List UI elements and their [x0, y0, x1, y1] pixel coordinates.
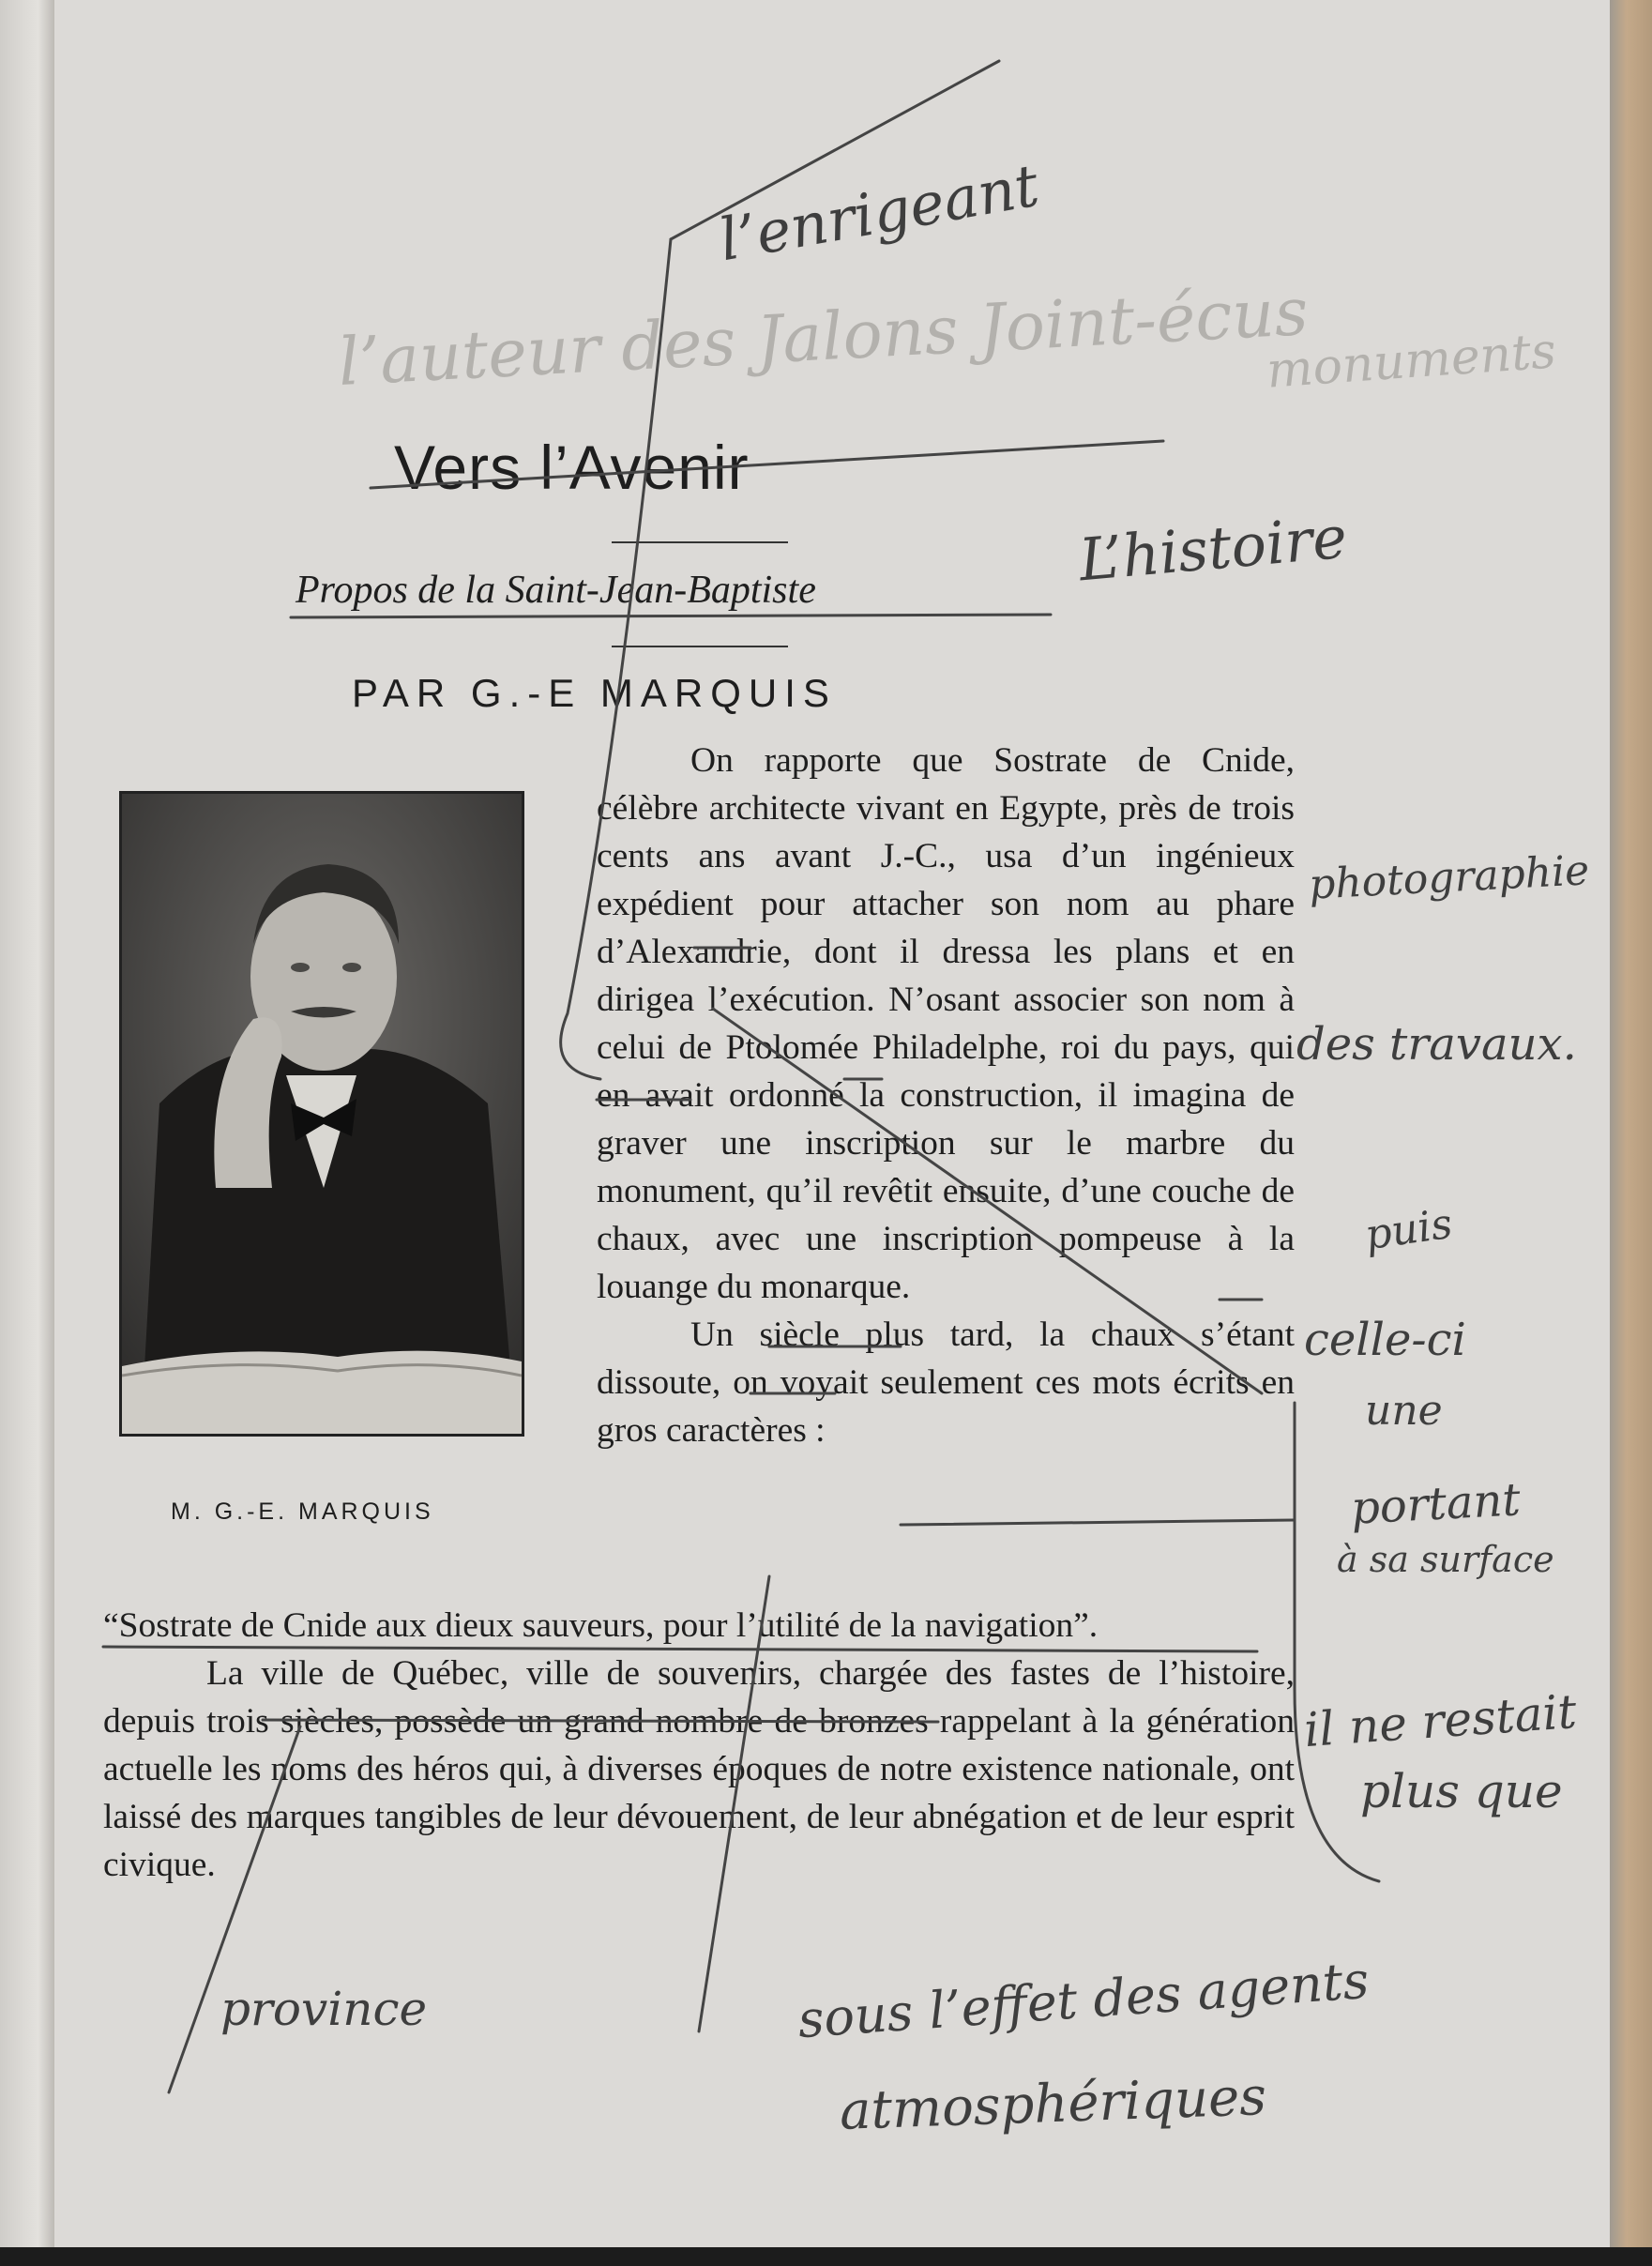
paragraph-2-column: Un siècle plus tard, la chaux s’étant dissoute, on voyait seulement ces mots écrits en gros caractères : [597, 1315, 1295, 1450]
strike-ville [263, 1720, 938, 1722]
handwritten-note-une: une [1365, 1387, 1443, 1435]
paragraph-1: On rapporte que Sostrate de Cnide, célèbre architecte vivant en Egypte, près de trois cents ans avant J.-C., usa d’un ingénieux expédient pour attacher son nom au phare d’Alexandrie, dont il dressa les plans et en dirigea l’exécution. N’osant associer son nom à celui de Ptolomée Philadelphe, roi du pays, qui en avait ordonné la construction, il imagina de graver une inscription sur le marbre du monument, qu’il revêtit ensuite, d’une couche de chaux, avec une inscription pompeuse à la louange du monarque. [597, 741, 1295, 1306]
handwritten-note-puis: puis [1361, 1199, 1456, 1260]
handwritten-note-travaux: des travaux. [1296, 1018, 1577, 1071]
handwritten-note-celle-ci: celle-ci [1304, 1314, 1466, 1366]
pencil-line-left [169, 1726, 300, 2092]
scan-shadow [0, 2247, 1652, 2266]
photo-caption: M. G.-E. MARQUIS [171, 1498, 434, 1525]
handwritten-note-photographie: photographie [1307, 846, 1591, 909]
pencil-line-diagonal [713, 1009, 1262, 1393]
underline-navigation [103, 1647, 1257, 1651]
handwritten-note-atmospheriques: atmosphériques [839, 2066, 1267, 2142]
handwritten-note-histoire: L’histoire [1076, 502, 1350, 595]
article-title: Vers l’Avenir [394, 433, 750, 502]
pencil-line-middle [699, 1576, 769, 2031]
paragraph-3: La ville de Québec, ville de souvenirs, chargée des fastes de l’histoire, depuis trois siècles, possède un grand nombre de bronzes rappelant à la génération actuelle les noms des héros qui, à diverses époques de notre existence nationale, ont laissé des marques tangibles de leur dévouement, de leur abnégation et de leur esprit civique. [103, 1654, 1295, 1884]
article-subtitle: Propos de la Saint-Jean-Baptiste [296, 569, 816, 612]
pencil-line-title [371, 441, 1163, 488]
strike-on-voyait [901, 1520, 1295, 1525]
handwritten-note-top: l’auteur des Jalons Joint-écus [336, 272, 1311, 402]
subtitle-strike [291, 615, 1051, 617]
handwritten-note-province: province [220, 1982, 428, 2036]
pencil-line-vertical [561, 239, 671, 1079]
handwritten-note-surface: à sa surface [1337, 1539, 1554, 1580]
handwritten-note-monuments: monuments [1265, 323, 1558, 400]
paragraph-2-continued: “Sostrate de Cnide aux dieux sauveurs, pour l’utilité de la navigation”. [103, 1606, 1099, 1645]
handwritten-note-plus-que: plus que [1360, 1764, 1563, 1818]
handwritten-note-portant: portant [1349, 1473, 1523, 1535]
article-byline: PAR G.-E MARQUIS [352, 671, 837, 715]
handwritten-note-restait: il ne restait [1302, 1683, 1579, 1758]
handwritten-note-agents: sous l’effet des agents [796, 1950, 1372, 2050]
handwritten-note-1: l’enrigeant [714, 150, 1044, 275]
